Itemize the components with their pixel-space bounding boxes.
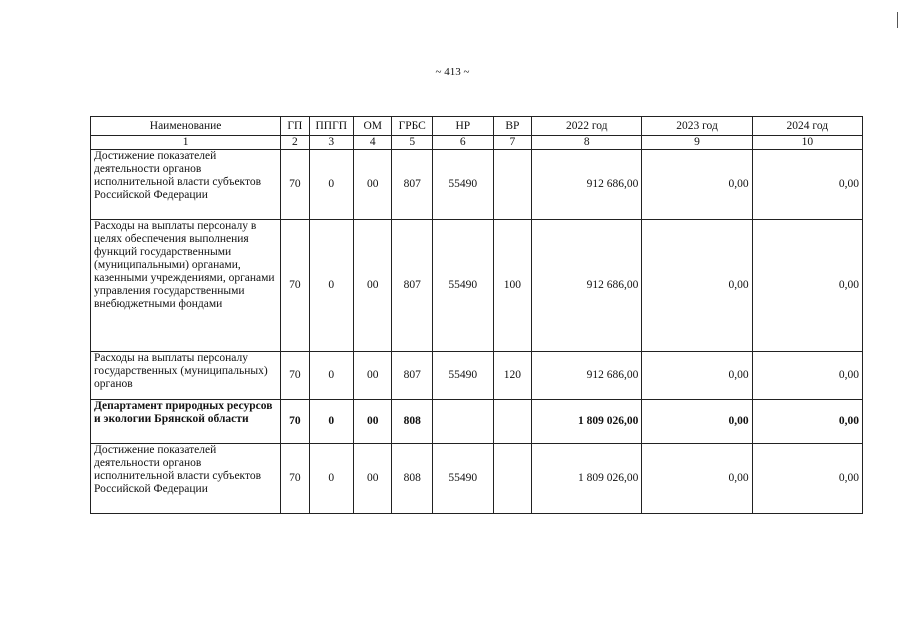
column-number: 6 bbox=[432, 136, 493, 150]
row-ppgp: 0 bbox=[309, 444, 354, 514]
header-grbs: ГРБС bbox=[392, 117, 432, 136]
row-2022: 912 686,00 bbox=[532, 220, 642, 352]
row-om: 00 bbox=[354, 220, 392, 352]
header-ppgp: ППГП bbox=[309, 117, 354, 136]
row-2022: 1 809 026,00 bbox=[532, 444, 642, 514]
row-nr: 55490 bbox=[432, 150, 493, 220]
row-grbs: 808 bbox=[392, 400, 432, 444]
row-gp: 70 bbox=[281, 220, 309, 352]
row-vr: 120 bbox=[493, 352, 531, 400]
column-number: 5 bbox=[392, 136, 432, 150]
header-om: ОМ bbox=[354, 117, 392, 136]
row-grbs: 808 bbox=[392, 444, 432, 514]
column-number: 8 bbox=[532, 136, 642, 150]
row-om: 00 bbox=[354, 444, 392, 514]
row-om: 00 bbox=[354, 352, 392, 400]
table-row bbox=[91, 400, 863, 444]
row-nr bbox=[432, 400, 493, 444]
header-2024: 2024 год bbox=[752, 117, 862, 136]
row-gp: 70 bbox=[281, 150, 309, 220]
row-grbs: 807 bbox=[392, 150, 432, 220]
header-2022: 2022 год bbox=[532, 117, 642, 136]
row-name: Департамент природных ресурсов и экологии Брянской области bbox=[91, 400, 281, 444]
row-2023: 0,00 bbox=[642, 220, 752, 352]
row-2023: 0,00 bbox=[642, 352, 752, 400]
column-number: 4 bbox=[354, 136, 392, 150]
row-om: 00 bbox=[354, 150, 392, 220]
table-row bbox=[91, 150, 863, 220]
header-row bbox=[91, 117, 863, 136]
row-nr: 55490 bbox=[432, 444, 493, 514]
row-2023: 0,00 bbox=[642, 444, 752, 514]
row-nr: 55490 bbox=[432, 220, 493, 352]
row-2022: 912 686,00 bbox=[532, 352, 642, 400]
column-number: 7 bbox=[493, 136, 531, 150]
row-2023: 0,00 bbox=[642, 400, 752, 444]
row-gp: 70 bbox=[281, 352, 309, 400]
row-2024: 0,00 bbox=[752, 220, 862, 352]
column-number: 9 bbox=[642, 136, 752, 150]
row-2022: 912 686,00 bbox=[532, 150, 642, 220]
row-nr: 55490 bbox=[432, 352, 493, 400]
page-number: ~ 413 ~ bbox=[435, 66, 470, 78]
row-2024: 0,00 bbox=[752, 444, 862, 514]
header-vr: ВР bbox=[493, 117, 531, 136]
budget-table bbox=[90, 116, 863, 514]
header-gp: ГП bbox=[281, 117, 309, 136]
row-vr: 100 bbox=[493, 220, 531, 352]
row-name: Расходы на выплаты персоналу в целях обеспечения выполнения функций государственными (муниципальными) органами, казенными учреждениями, органами управления государственными внебюджетными фондами bbox=[91, 220, 281, 352]
row-grbs: 807 bbox=[392, 220, 432, 352]
row-name: Достижение показателей деятельности органов исполнительной власти субъектов Российской Федерации bbox=[91, 444, 281, 514]
column-number: 2 bbox=[281, 136, 309, 150]
table-row bbox=[91, 220, 863, 352]
row-2022: 1 809 026,00 bbox=[532, 400, 642, 444]
column-number: 10 bbox=[752, 136, 862, 150]
row-2024: 0,00 bbox=[752, 400, 862, 444]
row-vr bbox=[493, 400, 531, 444]
table-row bbox=[91, 444, 863, 514]
row-vr bbox=[493, 150, 531, 220]
row-2023: 0,00 bbox=[642, 150, 752, 220]
row-grbs: 807 bbox=[392, 352, 432, 400]
row-2024: 0,00 bbox=[752, 352, 862, 400]
row-2024: 0,00 bbox=[752, 150, 862, 220]
scan-edge-mark bbox=[897, 12, 898, 28]
table-row bbox=[91, 352, 863, 400]
row-gp: 70 bbox=[281, 444, 309, 514]
row-ppgp: 0 bbox=[309, 352, 354, 400]
column-number: 3 bbox=[309, 136, 354, 150]
row-gp: 70 bbox=[281, 400, 309, 444]
row-name: Расходы на выплаты персоналу государственных (муниципальных) органов bbox=[91, 352, 281, 400]
column-number-row bbox=[91, 136, 863, 150]
header-name: Наименование bbox=[91, 117, 281, 136]
row-om: 00 bbox=[354, 400, 392, 444]
row-ppgp: 0 bbox=[309, 220, 354, 352]
header-nr: НР bbox=[432, 117, 493, 136]
row-ppgp: 0 bbox=[309, 400, 354, 444]
row-ppgp: 0 bbox=[309, 150, 354, 220]
row-name: Достижение показателей деятельности органов исполнительной власти субъектов Российской Федерации bbox=[91, 150, 281, 220]
header-2023: 2023 год bbox=[642, 117, 752, 136]
row-vr bbox=[493, 444, 531, 514]
column-number: 1 bbox=[91, 136, 281, 150]
